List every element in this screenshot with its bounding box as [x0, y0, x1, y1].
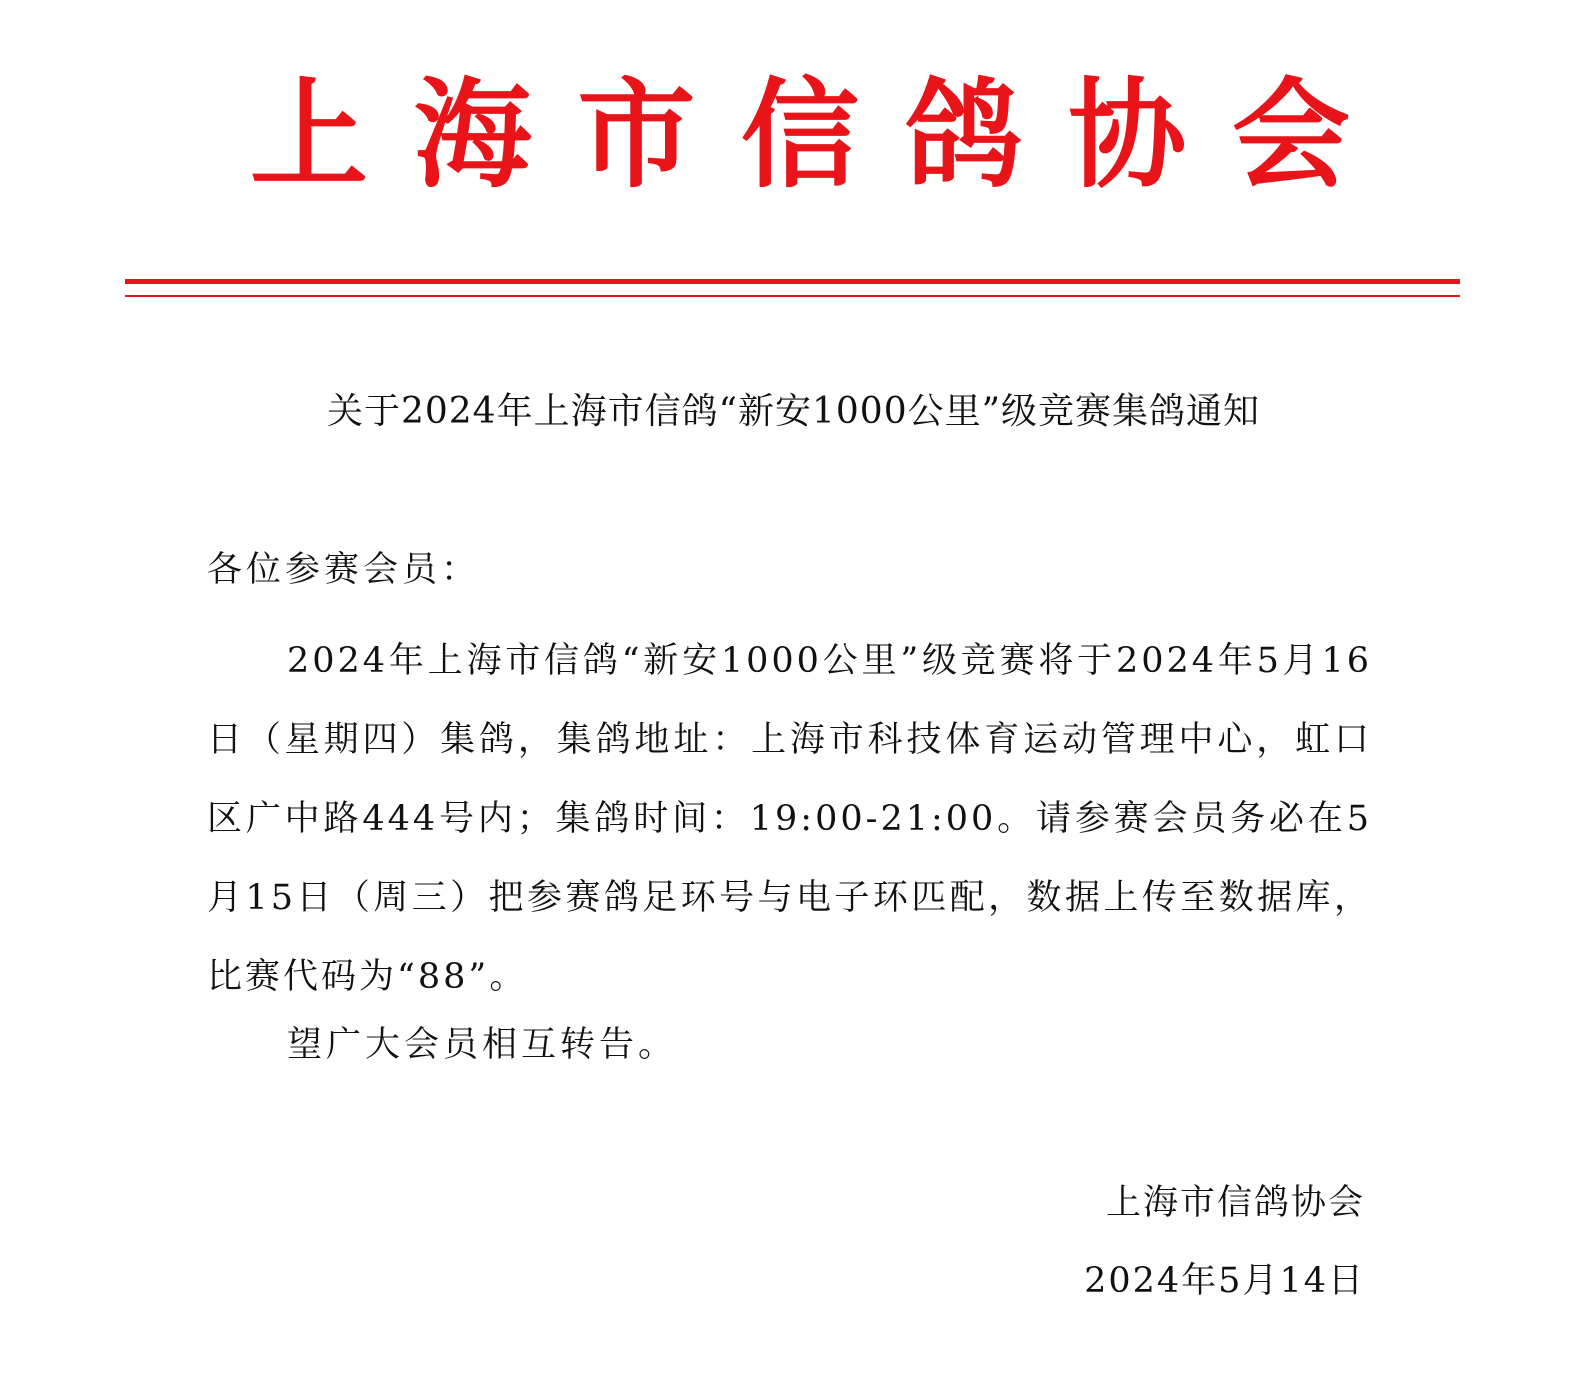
letterhead-char: 鸽	[904, 65, 1023, 204]
letterhead-char: 信	[740, 65, 859, 204]
letterhead-char: 海	[413, 65, 532, 204]
letterhead-char: 协	[1068, 65, 1187, 204]
signature-organization: 上海市信鸽协会	[1105, 1183, 1365, 1223]
letterhead-title	[250, 65, 1350, 204]
document-title: 关于2024年上海市信鸽“新安1000公里”级竞赛集鸽通知	[326, 391, 1261, 432]
salutation: 各位参赛会员：	[207, 550, 481, 590]
letterhead-divider-thick	[125, 279, 1460, 284]
closing-paragraph: 望广大会员相互转告。	[287, 1025, 678, 1065]
letterhead-divider-thin	[125, 295, 1460, 297]
letterhead-char: 上	[250, 65, 369, 204]
letterhead-char: 会	[1231, 65, 1350, 204]
letterhead-char: 市	[577, 65, 696, 204]
body-paragraph: 2024年上海市信鸽“新安1000公里”级竞赛将于2024年5月16日（星期四）集鸽，集鸽地址：上海市科技体育运动管理中心，虹口区广中路444号内；集鸽时间：19:00-21:00。请参赛会员务必在5月15日（周三）把参赛鸽足环号与电子环匹配，数据上传至数据库，比赛代码为“88”。	[207, 641, 1372, 997]
signature-date: 2024年5月14日	[1084, 1261, 1365, 1301]
